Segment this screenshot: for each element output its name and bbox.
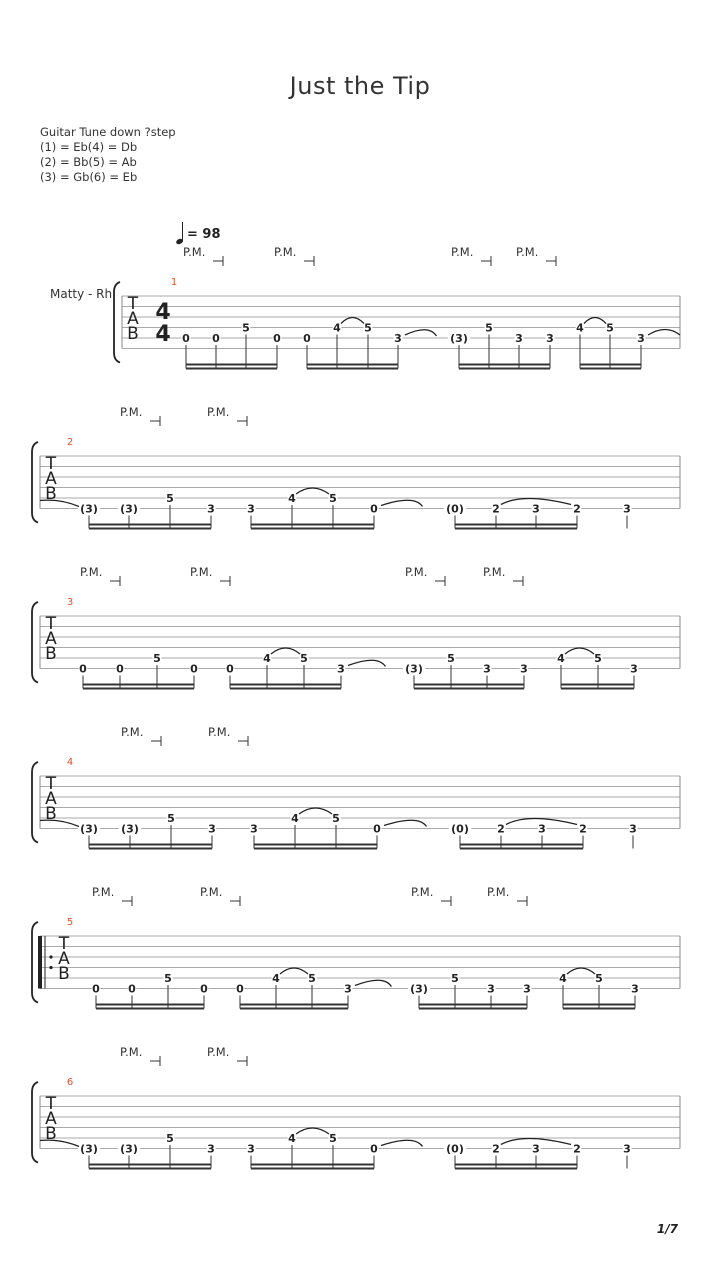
fret-number: (3): [80, 1142, 98, 1156]
fret-number: 3: [208, 822, 216, 836]
fret-number: (3): [405, 662, 423, 676]
fret-number: 0: [273, 332, 281, 345]
measure-number: 5: [66, 917, 74, 928]
fret-number: 4: [576, 321, 584, 335]
tab-letter: A: [127, 309, 139, 329]
fret-number: 3: [515, 332, 523, 345]
palm-mute-label: P.M.: [120, 1045, 143, 1059]
tuning-line: (2) = Bb(5) = Ab: [40, 155, 137, 169]
palm-mute-label: P.M.: [80, 565, 103, 579]
fret-number: 4: [559, 972, 567, 985]
tab-letter: A: [45, 789, 57, 809]
tab-letter: A: [45, 469, 57, 489]
fret-number: (3): [450, 332, 468, 345]
fret-number: 5: [242, 321, 250, 335]
fret-number: 3: [520, 662, 528, 676]
fret-number: 3: [344, 982, 352, 996]
fret-number: 3: [483, 662, 491, 676]
palm-mute-label: P.M.: [200, 885, 223, 899]
slur: [341, 318, 364, 324]
tab-letter: A: [58, 949, 70, 969]
tie: [384, 820, 427, 826]
slur: [280, 968, 308, 974]
fret-number: 4: [291, 812, 299, 825]
fret-number: 2: [492, 1142, 500, 1156]
fret-number: 5: [164, 972, 172, 985]
system-bracket: [32, 442, 38, 523]
fret-number: 3: [337, 662, 345, 676]
system-bracket: [32, 922, 38, 1003]
palm-mute-label: P.M.: [121, 725, 144, 739]
fret-number: 3: [630, 662, 638, 676]
fret-number: 5: [364, 321, 372, 335]
fret-number: (3): [80, 502, 98, 516]
palm-mute-label: P.M.: [487, 885, 510, 899]
instrument-label: Matty - Rh: [50, 287, 113, 301]
measure-number: 4: [66, 757, 74, 768]
fret-number: 5: [451, 972, 459, 985]
fret-number: 2: [573, 502, 581, 516]
tuning-header: Guitar Tune down ?step: [40, 125, 176, 139]
palm-mute-label: P.M.: [207, 405, 230, 419]
fret-number: 5: [153, 652, 161, 665]
fret-number: 4: [272, 972, 280, 985]
slur: [565, 648, 594, 654]
fret-number: 2: [573, 1142, 581, 1156]
measure-number: 3: [66, 597, 74, 608]
fret-number: 4: [288, 492, 296, 505]
fret-number: 0: [190, 662, 198, 676]
tab-letter: A: [45, 1109, 57, 1129]
slur: [271, 648, 300, 654]
fret-number: 3: [250, 822, 258, 836]
measure-number: 6: [66, 1077, 74, 1088]
system-bracket: [32, 762, 38, 843]
palm-mute-label: P.M.: [483, 565, 506, 579]
tie: [648, 330, 680, 336]
tab-letter: A: [45, 629, 57, 649]
fret-number: 5: [332, 812, 340, 825]
fret-number: 2: [497, 822, 505, 836]
fret-number: 0: [200, 982, 208, 996]
fret-number: 5: [447, 652, 455, 665]
tab-letter: B: [45, 644, 57, 664]
fret-number: 0: [182, 332, 190, 345]
fret-number: 0: [373, 822, 381, 836]
page-number: 1/7: [656, 1222, 678, 1236]
system-bracket: [32, 602, 38, 683]
fret-number: 5: [606, 321, 614, 335]
fret-number: 4: [333, 321, 341, 335]
fret-number: 3: [623, 502, 631, 516]
fret-number: 2: [579, 822, 587, 836]
fret-number: (0): [451, 822, 469, 836]
tie: [405, 330, 437, 336]
fret-number: 0: [212, 332, 220, 345]
fret-number: 3: [532, 502, 540, 516]
fret-number: 3: [629, 822, 637, 836]
fret-number: 3: [247, 502, 255, 516]
fret-number: 3: [538, 822, 546, 836]
fret-number: 4: [263, 652, 271, 665]
fret-number: 0: [226, 662, 234, 676]
tab-letter: B: [45, 1124, 57, 1144]
fret-number: 5: [485, 321, 493, 335]
fret-number: (3): [80, 822, 98, 836]
palm-mute-label: P.M.: [411, 885, 434, 899]
tab-letter: T: [127, 294, 139, 314]
fret-number: 3: [532, 1142, 540, 1156]
palm-mute-label: P.M.: [207, 1045, 230, 1059]
measure-number: 2: [66, 437, 74, 448]
song-title: Just the Tip: [289, 72, 431, 100]
slur: [299, 808, 332, 814]
fret-number: (3): [120, 1142, 138, 1156]
fret-number: 3: [207, 1142, 215, 1156]
slur: [584, 318, 606, 324]
fret-number: 2: [492, 502, 500, 516]
tab-letter: T: [45, 614, 57, 634]
fret-number: 5: [166, 492, 174, 505]
time-signature-top: 4: [155, 300, 171, 325]
tie: [355, 980, 392, 986]
fret-number: (3): [120, 502, 138, 516]
fret-number: 5: [166, 1132, 174, 1145]
fret-number: 5: [308, 972, 316, 985]
slur: [296, 1128, 329, 1134]
palm-mute-label: P.M.: [120, 405, 143, 419]
fret-number: (0): [446, 1142, 464, 1156]
repeat-dot: [49, 966, 52, 969]
repeat-dot: [49, 955, 52, 958]
palm-mute-label: P.M.: [92, 885, 115, 899]
fret-number: (3): [121, 822, 139, 836]
slur: [567, 968, 595, 974]
fret-number: 3: [207, 502, 215, 516]
fret-number: 0: [303, 332, 311, 345]
tie: [381, 500, 423, 506]
fret-number: 0: [236, 982, 244, 996]
fret-number: 4: [288, 1132, 296, 1145]
tab-letter: B: [45, 484, 57, 504]
tab-letter: T: [58, 934, 70, 954]
fret-number: 4: [557, 652, 565, 665]
fret-number: 3: [623, 1142, 631, 1156]
fret-number: 0: [128, 982, 136, 996]
fret-number: 5: [329, 1132, 337, 1145]
tempo-value: = 98: [187, 227, 221, 242]
system-bracket: [32, 1082, 38, 1163]
fret-number: 0: [79, 662, 87, 676]
fret-number: 0: [116, 662, 124, 676]
fret-number: 0: [92, 982, 100, 996]
measure-number: 1: [170, 277, 178, 288]
fret-number: 5: [329, 492, 337, 505]
fret-number: 5: [300, 652, 308, 665]
fret-number: 3: [487, 982, 495, 996]
tab-letter: B: [45, 804, 57, 824]
fret-number: 3: [394, 332, 402, 345]
fret-number: 0: [370, 502, 378, 516]
tie: [381, 1140, 423, 1146]
palm-mute-label: P.M.: [190, 565, 213, 579]
palm-mute-label: P.M.: [405, 565, 428, 579]
palm-mute-label: P.M.: [208, 725, 231, 739]
tab-letter: T: [45, 774, 57, 794]
palm-mute-label: P.M.: [183, 245, 206, 259]
fret-number: 3: [523, 982, 531, 996]
fret-number: 3: [546, 332, 554, 345]
palm-mute-label: P.M.: [516, 245, 539, 259]
tab-letter: T: [45, 1094, 57, 1114]
fret-number: (3): [410, 982, 428, 996]
tab-letter: B: [58, 964, 70, 984]
palm-mute-label: P.M.: [451, 245, 474, 259]
tab-letter: B: [127, 324, 139, 344]
fret-number: 0: [370, 1142, 378, 1156]
tuning-line: (1) = Eb(4) = Db: [40, 140, 138, 154]
slur: [296, 488, 329, 494]
system-bracket: [114, 282, 120, 363]
fret-number: (0): [446, 502, 464, 516]
fret-number: 3: [247, 1142, 255, 1156]
fret-number: 5: [167, 812, 175, 825]
tuning-line: (3) = Gb(6) = Eb: [40, 170, 138, 184]
fret-number: 3: [637, 332, 645, 345]
tie: [348, 660, 386, 666]
fret-number: 3: [631, 982, 639, 996]
time-signature-bottom: 4: [155, 322, 171, 347]
fret-number: 5: [595, 972, 603, 985]
tab-letter: T: [45, 454, 57, 474]
palm-mute-label: P.M.: [274, 245, 297, 259]
fret-number: 5: [594, 652, 602, 665]
